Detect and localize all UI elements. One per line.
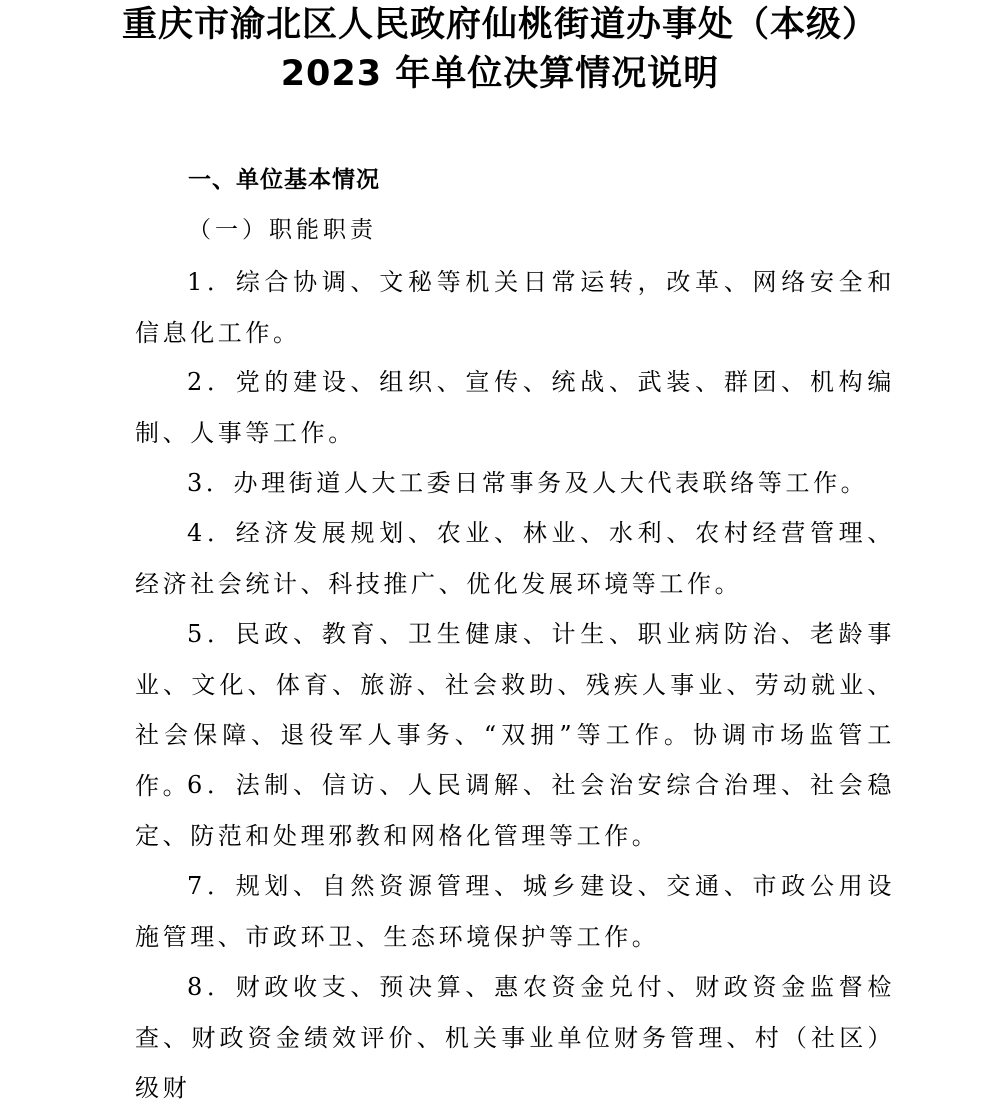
duty-item: 7．规划、自然资源管理、城乡建设、交通、市政公用设施管理、市政环卫、生态环境保护等工作。 (135, 872, 895, 951)
duty-item: 2．党的建设、组织、宣传、统战、武装、群团、机构编制、人事等工作。 (135, 368, 895, 447)
subsection-heading: （一）职能职责 (188, 217, 377, 243)
duty-item: 1．综合协调、文秘等机关日常运转，改革、网络安全和信息化工作。 (135, 268, 895, 347)
duty-item: 5．民政、教育、卫生健康、计生、职业病防治、老龄事业、文化、体育、旅游、社会救助、残疾人事业、劳动就业、社会保障、退役军人事务、“双拥”等工作。协调市场监管工作。 (135, 620, 895, 800)
duty-item: 8．财政收支、预决算、惠农资金兑付、财政资金监督检查、财政资金绩效评价、机关事业单位财务管理、村（社区）级财 (135, 973, 895, 1102)
section-heading: 一、单位基本情况 (188, 167, 380, 193)
document-title-line-2: 2023 年单位决算情况说明 (280, 54, 720, 94)
duty-item: 6．法制、信访、人民调解、社会治安综合治理、社会稳定、防范和处理邪教和网格化管理等工作。 (135, 771, 895, 850)
duty-item: 3．办理街道人大工委日常事务及人大代表联络等工作。 (187, 469, 869, 497)
duty-item: 4．经济发展规划、农业、林业、水利、农村经营管理、经济社会统计、科技推广、优化发展环境等工作。 (135, 519, 895, 598)
document-title-line-1: 重庆市渝北区人民政府仙桃街道办事处（本级） (121, 5, 878, 45)
